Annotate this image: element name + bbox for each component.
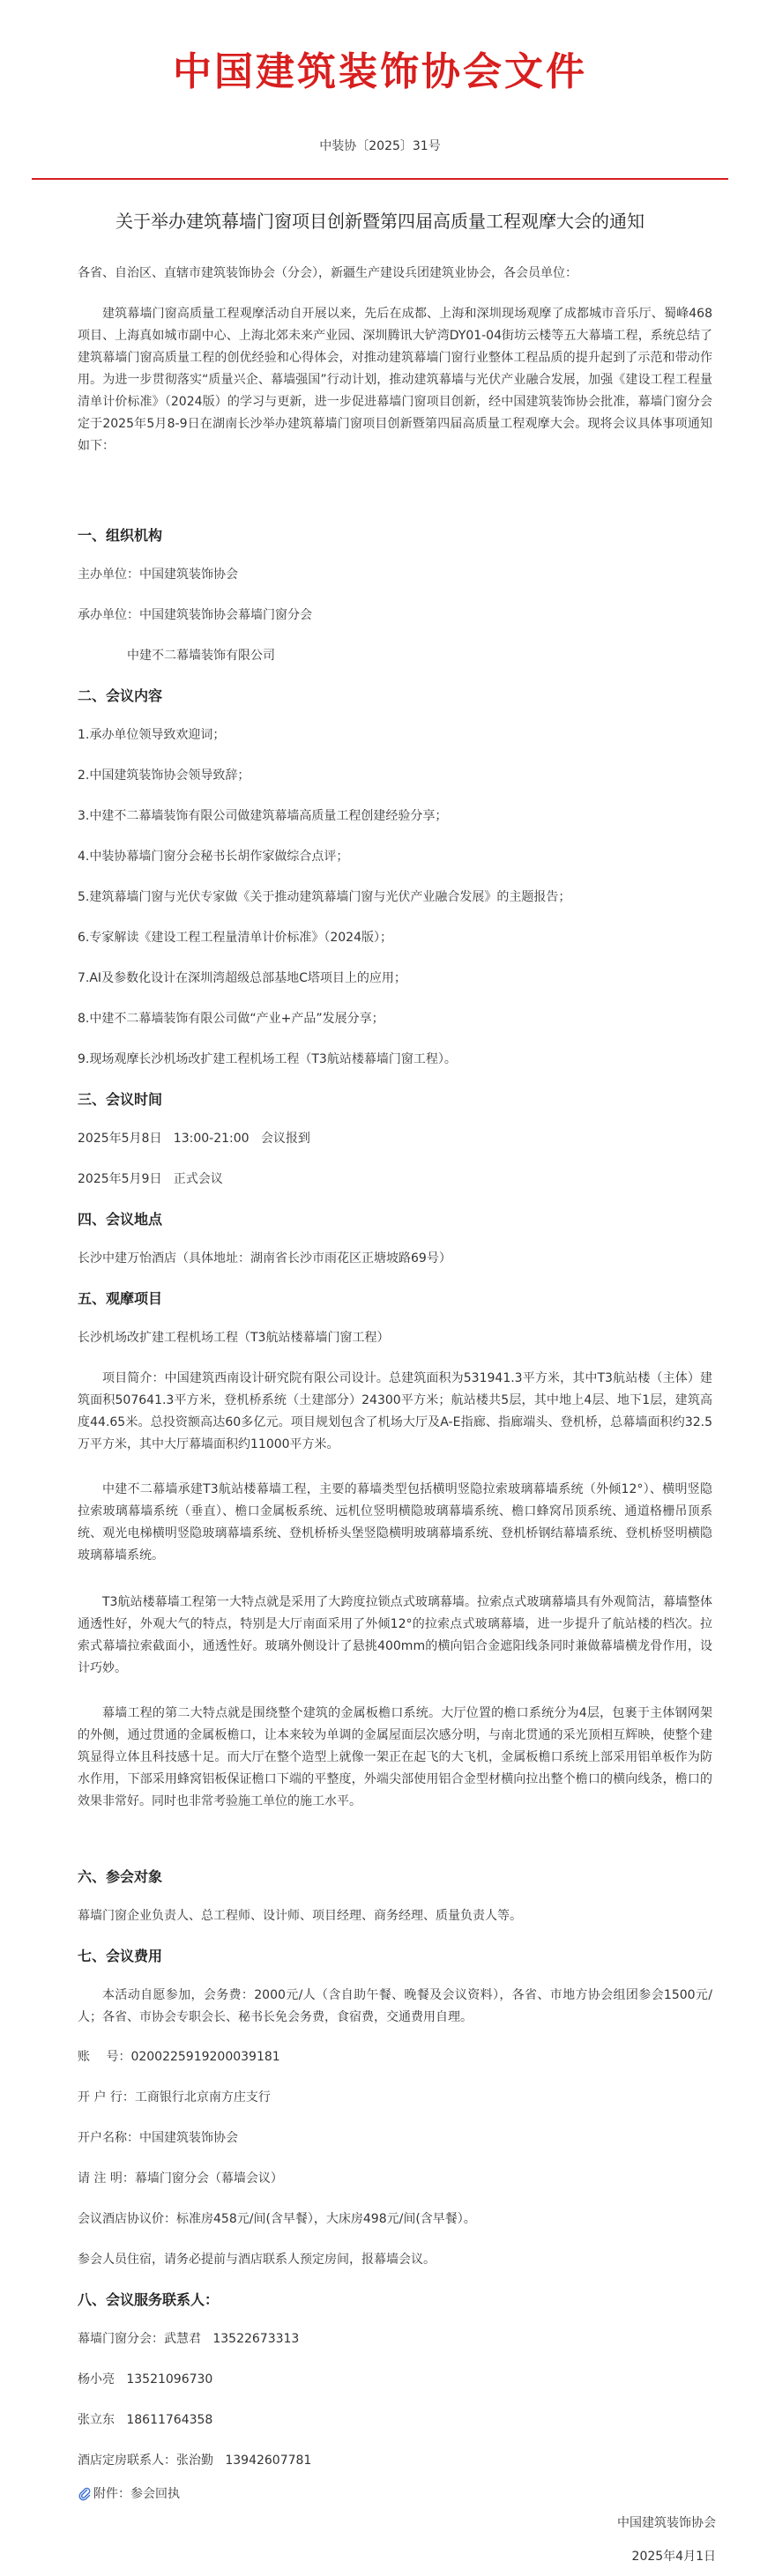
section-heading-project: 五、观摩项目 — [78, 1290, 163, 1307]
contact-item: 张立东 18611764358 — [78, 2413, 213, 2427]
intro-paragraph: 建筑幕墙门窗高质量工程观摩活动自开展以来，先后在成都、上海和深圳现场观摩了成都城市音乐厅、蜀峰468项目、上海真如城市副中心、上海北郊未来产业园、深圳腾讯大铲湾DY01-04街坊云楼等五大幕墙工程，系统总结了建筑幕墙门窗高质量工程的创优经验和心得体会，对推动建筑幕墙门窗行业整体工程品质的提升起到了示范和带动作用。为进一步贯彻落实“质量兴企、幕墙强国”行动计划，推动建筑幕墙与光伏产业融合发展，加强《建设工程工程量清单计价标准》（2024版）的学习与更新，进一步促进幕墙门窗项目创新，经中国建筑装饰协会批准，幕墙门窗分会定于2025年5月8-9日在湖南长沙举办建筑幕墙门窗项目创新暨第四届高质量工程观摩大会。现将会议具体事项通知如下： — [78, 307, 712, 453]
venue-address: 长沙中建万怡酒店（具体地址：湖南省长沙市雨花区正塘坡路69号） — [78, 1251, 451, 1266]
booking-note: 参会人员住宿，请务必提前与酒店联系人预定房间，报幕墙会议。 — [78, 2253, 436, 2267]
project-name: 长沙机场改扩建工程机场工程（T3航站楼幕墙门窗工程） — [78, 1331, 390, 1345]
project-curtain-wall-types: 中建不二幕墙承建T3航站楼幕墙工程，主要的幕墙类型包括横明竖隐拉索玻璃幕墙系统（外倾12°）、横明竖隐拉索玻璃幕墙系统（垂直）、檐口金属板系统、远机位竖明横隐玻璃幕墙系统、檐口蜂窝吊顶系统、通道格栅吊顶系统、观光电梯横明竖隐玻璃幕墙系统、登机桥桥头堡竖隐横明玻璃幕墙系统、登机桥钢结幕墙系统、登机桥竖明横隐玻璃幕墙系统。 — [78, 1482, 712, 1563]
content-item: 5.建筑幕墙门窗与光伏专家做《关于推动建筑幕墙门窗与光伏产业融合发展》的主题报告； — [78, 890, 571, 904]
attachment-icon[interactable] — [78, 2487, 92, 2501]
payment-memo: 请 注 明：幕墙门窗分会（幕墙会议） — [78, 2171, 283, 2186]
content-item: 6.专家解读《建设工程工程量清单计价标准》（2024版）； — [78, 931, 392, 945]
project-feature-2: 幕墙工程的第二大特点就是围绕整个建筑的金属板檐口系统。大厅位置的檐口系统分为4层，包裹于主体钢网架的外侧，通过贯通的金属板檐口，让本来较为单调的金属屋面层次感分明，与南北贯通的采光顶相互辉映，使整个建筑显得立体且科技感十足。而大厅在整个造型上就像一架正在起飞的大飞机，金属板檐口系统上部采用铝单板作为防水作用，下部采用蜂窝铝板保证檐口下端的平整度，外端尖部使用铝合金型材横向拉出整个檐口的横向线条，檐口的效果非常好。同时也非常考验施工单位的施工水平。 — [78, 1706, 712, 1808]
organizer-unit: 承办单位：中国建筑装饰协会幕墙门窗分会 — [78, 608, 312, 622]
schedule-day2: 2025年5月9日 正式会议 — [78, 1172, 223, 1186]
content-item: 3.中建不二幕墙装饰有限公司做建筑幕墙高质量工程创建经验分享； — [78, 809, 448, 823]
document-number: 中装协〔2025〕31号 — [319, 139, 441, 153]
masthead-title: 中国建筑装饰协会文件 — [173, 49, 587, 94]
host-unit: 主办单位：中国建筑装饰协会 — [78, 568, 238, 582]
notice-title: 关于举办建筑幕墙门窗项目创新暨第四届高质量工程观摩大会的通知 — [115, 211, 645, 232]
contact-item: 幕墙门窗分会：武慧君 13522673313 — [78, 2332, 300, 2346]
issue-date: 2025年4月1日 — [631, 2550, 716, 2564]
schedule-day1: 2025年5月8日 13:00-21:00 会议报到 — [78, 1132, 310, 1146]
contact-item: 酒店定房联系人：张治勤 13942607781 — [78, 2454, 312, 2468]
bank-name: 开 户 行：工商银行北京南方庄支行 — [78, 2090, 271, 2105]
attachment-link[interactable]: 附件：参会回执 — [93, 2487, 180, 2501]
section-heading-time: 三、会议时间 — [78, 1091, 163, 1108]
content-item: 9.现场观摩长沙机场改扩建工程机场工程（T3航站楼幕墙门窗工程）。 — [78, 1052, 457, 1066]
section-heading-venue: 四、会议地点 — [78, 1211, 163, 1228]
content-item: 2.中国建筑装饰协会领导致辞； — [78, 768, 250, 783]
issuing-organization: 中国建筑装饰协会 — [617, 2516, 716, 2530]
section-heading-organization: 一、组织机构 — [78, 527, 163, 544]
project-feature-1: T3航站楼幕墙工程第一大特点就是采用了大跨度拉锁点式玻璃幕墙。拉索点式玻璃幕墙具有外观简洁，幕墙整体通透性好，外观大气的特点，特别是大厅南面采用了外倾12°的拉索点式玻璃幕墙，进一步提升了航站楼的档次。拉索式幕墙拉索截面小，通透性好。玻璃外侧设计了悬挑400mm的横向铝合金遮阳线条同时兼做幕墙横龙骨作用，设计巧妙。 — [78, 1595, 712, 1675]
salutation: 各省、自治区、直辖市建筑装饰协会（分会），新疆生产建设兵团建筑业协会，各会员单位： — [78, 266, 577, 280]
content-item: 7.AI及参数化设计在深圳湾超级总部基地C塔项目上的应用； — [78, 971, 406, 985]
content-item: 1.承办单位领导致欢迎词； — [78, 728, 226, 742]
co-organizer-unit: 中建不二幕墙装饰有限公司 — [127, 649, 275, 663]
section-heading-fees: 七、会议费用 — [78, 1948, 163, 1964]
section-heading-attendees: 六、参会对象 — [78, 1868, 163, 1885]
project-intro: 项目简介：中国建筑西南设计研究院有限公司设计。总建筑面积为531941.3平方米，其中T3航站楼（主体）建筑面积507641.3平方米，登机桥系统（土建部分）24300平方米；航站楼共5层，其中地上4层、地下1层，建筑高度44.65米。总投资额高达60多亿元。项目规划包含了机场大厅及A-E指廊、指廊端头、登机桥，总幕墙面积约32.5万平方米，其中大厅幕墙面积约11000平方米。 — [78, 1371, 712, 1451]
content-item: 8.中建不二幕墙装饰有限公司做“产业+产品”发展分享； — [78, 1012, 384, 1026]
content-item: 4.中装协幕墙门窗分会秘书长胡作家做综合点评； — [78, 850, 349, 864]
contact-item: 杨小亮 13521096730 — [78, 2372, 213, 2387]
section-heading-content: 二、会议内容 — [78, 687, 163, 704]
bank-account: 账 号：0200225919200039181 — [78, 2050, 280, 2064]
fee-description: 本活动自愿参加，会务费：2000元/人（含自助午餐、晚餐及会议资料），各省、市地方协会组团参会1500元/人；各省、市协会专职会长、秘书长免会务费，食宿费，交通费用自理。 — [78, 1988, 712, 2024]
red-divider-line — [32, 178, 728, 180]
account-holder: 开户名称：中国建筑装饰协会 — [78, 2131, 238, 2145]
attendees-text: 幕墙门窗企业负责人、总工程师、设计师、项目经理、商务经理、质量负责人等。 — [78, 1909, 522, 1923]
section-heading-contacts: 八、会议服务联系人： — [78, 2291, 220, 2308]
hotel-rate: 会议酒店协议价：标准房458元/间(含早餐），大床房498元/间(含早餐）。 — [78, 2212, 476, 2226]
